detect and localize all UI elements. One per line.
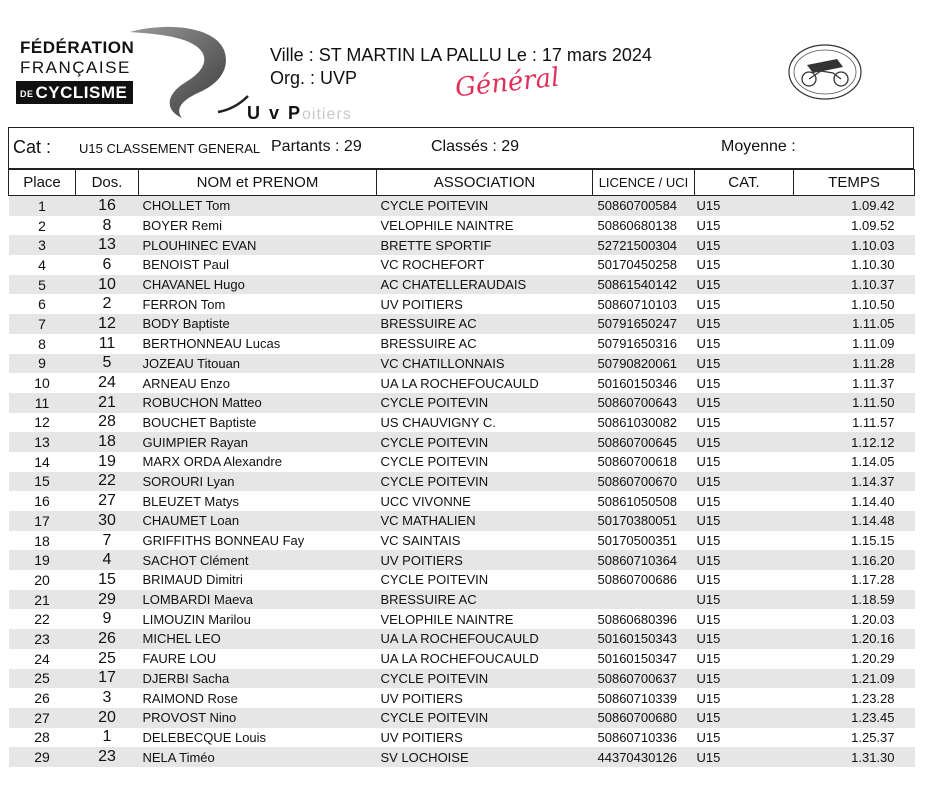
row-dossard: 21: [76, 393, 139, 413]
row-dossard: 13: [76, 235, 139, 255]
club-stamp-icon: [787, 43, 863, 101]
table-row: [9, 708, 915, 728]
category-name: U15 CLASSEMENT GENERAL: [79, 141, 261, 156]
row-time: 1.23.28: [851, 690, 895, 706]
row-category: U15: [695, 275, 794, 295]
row-rider-name: SOROURI Lyan: [139, 472, 377, 492]
row-association: CYCLE POITEVIN: [377, 393, 593, 413]
row-dossard: 1: [102, 728, 112, 746]
row-rider-name: DJERBI Sacha: [139, 669, 377, 689]
table-row: [9, 373, 915, 393]
row-time: 1.16.20: [794, 550, 915, 570]
table-row: [9, 728, 915, 748]
row-rider-name: ROBUCHON Matteo: [139, 393, 377, 413]
row-category: U15: [695, 393, 794, 413]
row-licence: 50860700670: [593, 472, 695, 492]
table-row: [9, 472, 915, 492]
row-category: U15: [696, 375, 721, 391]
row-time: 1.18.59: [794, 590, 915, 610]
row-licence: 50860710339: [597, 690, 678, 706]
row-time: 1.10.03: [794, 235, 915, 255]
row-rider-name: BRIMAUD Dimitri: [142, 572, 243, 588]
row-licence: 50170500351: [597, 533, 678, 549]
row-category: U15: [695, 747, 794, 767]
row-dossard: 20: [76, 708, 139, 728]
row-licence: 50860680396: [597, 611, 678, 627]
row-time: 1.20.03: [851, 611, 895, 627]
row-dossard: 25: [98, 649, 116, 667]
table-row: [9, 255, 915, 275]
row-dossard: 4: [76, 550, 139, 570]
federation-cyclisme: CYCLISME: [35, 83, 128, 102]
row-dossard: 11: [98, 334, 116, 352]
row-dossard: 19: [98, 452, 116, 470]
row-place: 2: [38, 217, 46, 234]
row-rider-name: CHAVANEL Hugo: [139, 275, 377, 295]
row-licence: 50170380051: [593, 511, 695, 531]
row-licence: 50791650247: [593, 314, 695, 334]
row-association: VC MATHALIEN: [377, 511, 593, 531]
row-rider-name: BERTHONNEAU Lucas: [142, 336, 281, 352]
row-dossard: 28: [98, 413, 116, 431]
handwritten-annotation: Général: [453, 62, 561, 104]
event-location-row: [270, 44, 652, 67]
row-dossard: 6: [102, 255, 112, 273]
row-licence: 50860700637: [593, 669, 695, 689]
row-category: U15: [696, 257, 721, 273]
row-licence: 44370430126: [593, 747, 695, 767]
row-category: U15: [696, 533, 721, 549]
row-licence: 50860700643: [593, 393, 695, 413]
row-dossard: 12: [76, 314, 139, 334]
row-category: U15: [695, 472, 794, 492]
row-rider-name: NELA Timéo: [139, 747, 377, 767]
club-mark: [247, 103, 352, 124]
row-rider-name: BLEUZET Matys: [142, 493, 240, 509]
row-licence: 50860710364: [593, 550, 695, 570]
row-association: CYCLE POITEVIN: [377, 432, 593, 452]
table-row: [9, 649, 915, 669]
table-row: [9, 275, 915, 295]
row-dossard: 18: [76, 432, 139, 452]
table-row: [9, 314, 915, 334]
row-time: 1.14.40: [851, 493, 895, 509]
row-association: VC CHATILLONNAIS: [377, 354, 593, 374]
row-dossard: 26: [76, 629, 139, 649]
table-row: [9, 669, 915, 689]
row-association: UV POITIERS: [380, 296, 463, 312]
row-rider-name: SACHOT Clément: [139, 550, 377, 570]
row-category: U15: [695, 550, 794, 570]
table-row: [9, 747, 915, 767]
date-label: Le :: [506, 45, 537, 65]
row-place: 6: [38, 296, 46, 313]
row-rider-name: BOYER Remi: [142, 218, 222, 234]
column-header-licence: LICENCE / UCI: [593, 170, 695, 196]
row-licence: 50160150343: [593, 629, 695, 649]
column-header-time: TEMPS: [794, 170, 915, 196]
row-category: U15: [696, 572, 721, 588]
row-rider-name: FERRON Tom: [142, 296, 226, 312]
row-licence: 50861030082: [597, 414, 678, 430]
row-rider-name: PLOUHINEC EVAN: [139, 235, 377, 255]
row-licence: 50160150346: [597, 375, 678, 391]
table-row: [9, 354, 915, 374]
row-place: 8: [38, 335, 46, 352]
date-value: 17 mars 2024: [541, 45, 652, 65]
org-value: UVP: [320, 68, 358, 88]
row-time: 1.11.37: [852, 375, 895, 391]
row-time: 1.23.45: [794, 708, 915, 728]
table-row: [9, 432, 915, 452]
row-licence: 50170450258: [597, 257, 678, 273]
row-place: 9: [9, 354, 76, 374]
row-dossard: 2: [102, 295, 112, 313]
row-rider-name: BOUCHET Baptiste: [142, 414, 257, 430]
row-dossard: 3: [102, 689, 112, 707]
row-category: U15: [695, 432, 794, 452]
column-header-cat: CAT.: [695, 170, 794, 196]
row-association: SV LOCHOISE: [377, 747, 593, 767]
row-category: U15: [695, 196, 794, 216]
row-licence: [593, 590, 695, 610]
row-category: U15: [696, 729, 721, 745]
row-association: BRESSUIRE AC: [377, 314, 593, 334]
row-rider-name: CHAUMET Loan: [139, 511, 377, 531]
row-place: 10: [34, 375, 50, 392]
row-category: U15: [696, 296, 721, 312]
row-association: CYCLE POITEVIN: [377, 472, 593, 492]
row-dossard: 27: [98, 492, 116, 510]
row-licence: 50860700645: [593, 432, 695, 452]
federation-swoosh-icon: [126, 24, 251, 120]
row-rider-name: PROVOST Nino: [139, 708, 377, 728]
row-category: U15: [695, 708, 794, 728]
row-rider-name: MICHEL LEO: [139, 629, 377, 649]
category-label: Cat :: [13, 137, 52, 157]
row-association: CYCLE POITEVIN: [377, 669, 593, 689]
row-association: BRESSUIRE AC: [377, 590, 593, 610]
row-time: 1.31.30: [794, 747, 915, 767]
row-licence: 50860710103: [597, 296, 678, 312]
row-time: 1.10.50: [851, 296, 895, 312]
table-row: [9, 491, 915, 511]
row-dossard: 5: [76, 354, 139, 374]
row-rider-name: FAURE LOU: [142, 651, 217, 667]
row-time: 1.11.57: [852, 414, 895, 430]
row-rider-name: LIMOUZIN Marilou: [142, 611, 251, 627]
row-association: CYCLE POITEVIN: [380, 454, 489, 470]
classes-count: Classés : 29: [431, 138, 520, 155]
row-category: U15: [695, 314, 794, 334]
table-row: [9, 216, 915, 236]
column-header-association: ASSOCIATION: [377, 170, 593, 196]
row-category: U15: [696, 336, 721, 352]
row-licence: 50860700584: [593, 196, 695, 216]
row-place: 15: [9, 472, 76, 492]
row-licence: 50860700618: [597, 454, 678, 470]
row-category: U15: [695, 590, 794, 610]
row-association: UV POITIERS: [377, 550, 593, 570]
row-licence: 52721500304: [593, 235, 695, 255]
row-place: 5: [9, 275, 76, 295]
row-rider-name: GUIMPIER Rayan: [139, 432, 377, 452]
row-rider-name: JOZEAU Titouan: [139, 354, 377, 374]
row-category: U15: [696, 611, 721, 627]
row-association: UV POITIERS: [380, 690, 463, 706]
table-row: [9, 688, 915, 708]
row-place: 18: [34, 532, 50, 549]
table-row: [9, 413, 915, 433]
row-place: 1: [9, 196, 76, 216]
row-dossard: 9: [102, 610, 112, 628]
row-association: VELOPHILE NAINTRE: [380, 218, 514, 234]
row-time: 1.20.16: [794, 629, 915, 649]
row-place: 24: [34, 650, 50, 667]
row-dossard: 7: [102, 531, 112, 549]
row-time: 1.11.50: [794, 393, 915, 413]
row-dossard: 17: [76, 669, 139, 689]
row-association: US CHAUVIGNY C.: [380, 414, 496, 430]
row-time: 1.12.12: [794, 432, 915, 452]
row-association: BRETTE SPORTIF: [377, 235, 593, 255]
federation-de: DE: [20, 88, 34, 99]
row-rider-name: LOMBARDI Maeva: [139, 590, 377, 610]
row-place: 13: [9, 432, 76, 452]
table-row: [9, 531, 915, 551]
row-place: 25: [9, 669, 76, 689]
partants-count: Partants : 29: [271, 138, 362, 155]
row-dossard: 24: [98, 374, 116, 392]
row-licence: 50160150347: [597, 651, 678, 667]
row-time: 1.25.37: [851, 729, 895, 745]
row-time: 1.14.37: [794, 472, 915, 492]
row-rider-name: BODY Baptiste: [139, 314, 377, 334]
table-row: [9, 334, 915, 354]
row-time: 1.14.05: [851, 454, 895, 470]
federation-name-line2: FRANÇAISE: [20, 58, 131, 77]
row-rider-name: CHOLLET Tom: [139, 196, 377, 216]
row-category: U15: [696, 454, 721, 470]
row-category: U15: [696, 414, 721, 430]
row-licence: 50860700686: [597, 572, 678, 588]
row-place: 12: [34, 414, 50, 431]
ville-label: Ville :: [270, 45, 314, 65]
row-category: U15: [695, 354, 794, 374]
category-bar: [8, 127, 914, 169]
row-place: 21: [9, 590, 76, 610]
row-licence: 50861050508: [597, 493, 678, 509]
row-place: 20: [34, 571, 50, 588]
row-association: CYCLE POITEVIN: [377, 708, 593, 728]
row-category: U15: [696, 218, 721, 234]
row-time: 1.11.09: [852, 336, 895, 352]
row-place: 19: [9, 550, 76, 570]
row-category: U15: [695, 669, 794, 689]
row-dossard: 15: [98, 570, 116, 588]
row-association: CYCLE POITEVIN: [377, 196, 593, 216]
table-row: [9, 511, 915, 531]
row-association: UA LA ROCHEFOUCAULD: [380, 651, 539, 667]
results-table: [8, 169, 915, 767]
table-row: [9, 393, 915, 413]
results-body: [9, 196, 915, 767]
row-place: 7: [9, 314, 76, 334]
row-association: UCC VIVONNE: [380, 493, 471, 509]
row-rider-name: GRIFFITHS BONNEAU Fay: [142, 533, 305, 549]
row-place: 17: [9, 511, 76, 531]
table-row: [9, 570, 915, 590]
row-licence: 50860710336: [597, 729, 678, 745]
row-rider-name: ARNEAU Enzo: [142, 375, 230, 391]
row-dossard: 8: [102, 216, 112, 234]
row-rider-name: MARX ORDA Alexandre: [142, 454, 282, 470]
row-category: U15: [696, 493, 721, 509]
row-licence: 50790820061: [593, 354, 695, 374]
row-time: 1.17.28: [851, 572, 895, 588]
row-time: 1.09.52: [851, 218, 895, 234]
row-category: U15: [695, 629, 794, 649]
row-association: VELOPHILE NAINTRE: [380, 611, 514, 627]
row-dossard: 29: [76, 590, 139, 610]
row-time: 1.10.37: [794, 275, 915, 295]
row-association: UA LA ROCHEFOUCAULD: [377, 629, 593, 649]
ville-value: ST MARTIN LA PALLU: [318, 45, 502, 65]
row-rider-name: BENOIST Paul: [142, 257, 229, 273]
row-category: U15: [696, 651, 721, 667]
club-mark-bold: U v P: [247, 103, 303, 123]
row-licence: 50791650316: [597, 336, 678, 352]
row-dossard: 23: [76, 747, 139, 767]
row-time: 1.14.48: [794, 511, 915, 531]
row-association: VC SAINTAIS: [380, 533, 461, 549]
row-time: 1.20.29: [851, 651, 895, 667]
row-association: UA LA ROCHEFOUCAULD: [380, 375, 539, 391]
row-place: 28: [34, 729, 50, 746]
row-place: 11: [9, 393, 76, 413]
column-header-dos: Dos.: [76, 170, 139, 196]
table-row: [9, 235, 915, 255]
row-time: 1.10.30: [851, 257, 895, 273]
row-place: 16: [34, 493, 50, 510]
table-row: [9, 196, 915, 216]
club-mark-faded: oitiers: [302, 106, 352, 123]
table-row: [9, 629, 915, 649]
row-time: 1.11.05: [794, 314, 915, 334]
row-place: 29: [9, 747, 76, 767]
federation-name-line1: FÉDÉRATION: [20, 38, 135, 57]
org-label: Org. :: [270, 68, 316, 88]
row-time: 1.09.42: [794, 196, 915, 216]
row-association: CYCLE POITEVIN: [380, 572, 489, 588]
row-place: 3: [9, 235, 76, 255]
row-place: 14: [34, 453, 50, 470]
row-association: UV POITIERS: [380, 729, 463, 745]
row-place: 27: [9, 708, 76, 728]
average-speed-label: Moyenne :: [721, 138, 796, 155]
table-row: [9, 590, 915, 610]
row-dossard: 10: [76, 275, 139, 295]
table-header-row: [9, 170, 915, 196]
row-place: 4: [38, 256, 46, 273]
row-licence: 50861540142: [593, 275, 695, 295]
row-category: U15: [696, 690, 721, 706]
row-association: VC ROCHEFORT: [380, 257, 485, 273]
table-row: [9, 294, 915, 314]
table-row: [9, 452, 915, 472]
table-row: [9, 609, 915, 629]
row-place: 26: [34, 690, 50, 707]
row-place: 22: [34, 611, 50, 628]
row-licence: 50860700680: [593, 708, 695, 728]
federation-logo: [16, 24, 246, 120]
row-dossard: 30: [76, 511, 139, 531]
column-header-name: NOM et PRENOM: [139, 170, 377, 196]
row-association: BRESSUIRE AC: [380, 336, 477, 352]
row-time: 1.21.09: [794, 669, 915, 689]
row-dossard: 22: [76, 472, 139, 492]
federation-name-line3: [16, 81, 133, 104]
row-time: 1.11.28: [794, 354, 915, 374]
row-association: AC CHATELLERAUDAIS: [377, 275, 593, 295]
row-category: U15: [695, 235, 794, 255]
row-place: 23: [9, 629, 76, 649]
row-category: U15: [695, 511, 794, 531]
table-row: [9, 550, 915, 570]
row-rider-name: DELEBECQUE Louis: [142, 729, 267, 745]
column-header-place: Place: [9, 170, 76, 196]
row-time: 1.15.15: [851, 533, 895, 549]
row-rider-name: RAIMOND Rose: [142, 690, 238, 706]
row-licence: 50860680138: [597, 218, 678, 234]
row-dossard: 16: [76, 196, 139, 216]
